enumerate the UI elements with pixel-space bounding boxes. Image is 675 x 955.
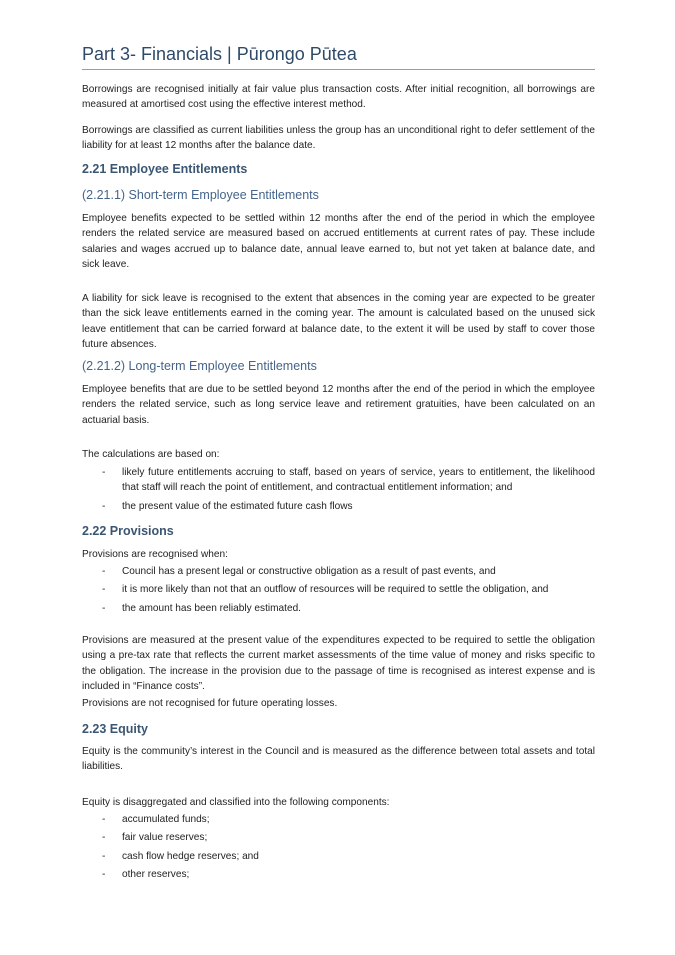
dash-bullet: - — [102, 584, 106, 596]
heading-employee-entitlements: 2.21 Employee Entitlements — [82, 162, 248, 176]
paragraph-short-term-benefits: Employee benefits expected to be settled within 12 months after the end of the period in which the employee renders the related service are measured based on accrued entitlements at current rates of pay. These include salaries and wages accrued up to balance date, annual leave earned to, but not yet taken at balance date, and sick leave. — [82, 213, 595, 270]
list-item: - other reserves; — [82, 867, 595, 882]
dash-bullet: - — [102, 814, 106, 825]
dash-bullet: - — [102, 500, 106, 512]
dash-bullet: - — [102, 467, 106, 478]
heading-equity: 2.23 Equity — [82, 722, 148, 736]
list-item: - the present value of the estimated future cash flows — [82, 499, 595, 514]
page-title: Part 3- Financials | Pūrongo Pūtea — [82, 44, 357, 64]
paragraph-provisions-measurement: Provisions are measured at the present value of the expenditures expected to be required to settle the obligation using a pre-tax rate that reflects the current market assessments of the time value of money and risks specific to the obligation. The increase in the provision due to the passage of time is recognised as interest expense and is included in “Finance costs”. — [82, 635, 595, 692]
paragraph-equity-components: Equity is disaggregated and classified into the following components: — [82, 797, 390, 808]
list-item: - accumulated funds; — [82, 812, 595, 827]
dash-bullet: - — [102, 566, 106, 577]
list-item: - likely future entitlements accruing to staff, based on years of service, years to entitlement, the likelihood that staff will reach the point of entitlement, and contractual entitlement information; and — [102, 467, 595, 494]
title-divider — [82, 69, 595, 70]
heading-short-term-entitlements: (2.21.1) Short-term Employee Entitlements — [82, 188, 319, 202]
list-item: - it is more likely than not that an outflow of resources will be required to settle the obligation, and — [82, 582, 595, 597]
dash-bullet: - — [102, 602, 106, 614]
heading-long-term-entitlements: (2.21.2) Long-term Employee Entitlements — [82, 359, 317, 373]
list-provisions — [82, 564, 595, 619]
paragraph-sick-leave: A liability for sick leave is recognised to the extent that absences in the coming year are expected to be greater than the sick leave entitlements earned in the coming year. The amount is calculated based on the unused sick leave entitlement that can be carried forward at balance date, to the extent it will be used by staff to cover those future absences. — [82, 293, 595, 350]
list-item: - fair value reserves; — [82, 830, 595, 845]
paragraph-borrowings-recognition: Borrowings are recognised initially at fair value plus transaction costs. After initial recognition, all borrowings are measured at amortised cost using the effective interest method. — [82, 84, 595, 111]
list-equity — [82, 812, 595, 885]
dash-bullet: - — [102, 832, 106, 844]
list-item: - cash flow hedge reserves; and — [82, 849, 595, 864]
list-item: - the amount has been reliably estimated. — [82, 601, 595, 616]
paragraph-calculations-intro: The calculations are based on: — [82, 449, 220, 460]
dash-bullet: - — [102, 850, 106, 862]
paragraph-long-term-benefits: Employee benefits that are due to be settled beyond 12 months after the end of the period in which the employee renders the related service, such as long service leave and retirement gratuities, have been calculated on an actuarial basis. — [82, 384, 595, 426]
paragraph-provisions-intro: Provisions are recognised when: — [82, 549, 228, 560]
heading-provisions: 2.22 Provisions — [82, 524, 174, 538]
paragraph-provisions-losses: Provisions are not recognised for future operating losses. — [82, 698, 338, 709]
list-calculations — [82, 465, 595, 517]
paragraph-borrowings-classification: Borrowings are classified as current liabilities unless the group has an unconditional right to defer settlement of the liability for at least 12 months after the balance date. — [82, 125, 595, 152]
dash-bullet: - — [102, 868, 106, 880]
list-item: - Council has a present legal or constructive obligation as a result of past events, and — [82, 564, 595, 579]
paragraph-equity-definition: Equity is the community’s interest in the Council and is measured as the difference between total assets and total liabilities. — [82, 746, 595, 773]
